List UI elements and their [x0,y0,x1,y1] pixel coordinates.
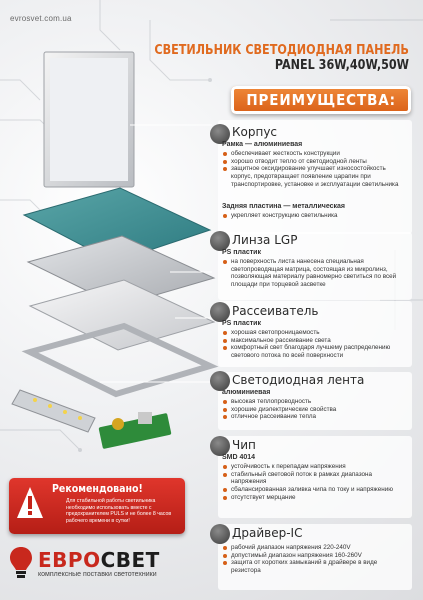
list-item: укрепляет конструкцию светильника [222,212,402,220]
lens-material: PS пластик [222,249,261,256]
list-item: на поверхность листа нанесена специальная светопроводящая матрица, состоящая из микролинз, позволяющая материалу равномерно светиться по всей площади при торцевой засветке [222,258,402,289]
list-item: устойчивость к перепадам напряжения [222,463,402,471]
list-item: допустимый диапазон напряжения 160-260V [222,552,402,560]
list-item: рабочий диапазон напряжения 220-240V [222,544,402,552]
list-item: сбалансированная заливка чипа по току и напряжению [222,486,402,494]
recommendation-box [9,478,185,534]
diffuser-material: PS пластик [222,320,261,327]
section-title-strip: Светодиодная лента [232,373,365,387]
strip-material: алюминиевая [222,389,271,396]
product-title: СВЕТИЛЬНИК СВЕТОДИОДНАЯ ПАНЕЛЬ [154,43,409,58]
led-strip [12,390,95,432]
body-plate-list [222,212,402,220]
list-item: хорошие диэлектрические свойства [222,406,402,414]
list-item: хорошо отводит тепло от светодиодной ленты [222,158,402,166]
body-plate-label: Задняя пластина — металлическая [222,203,346,210]
body-frame-list [222,150,402,189]
section-icon [210,371,230,391]
list-item: хорошая светопроницаемость [222,329,402,337]
driver-list [222,544,402,575]
chip-list [222,463,402,502]
diffuser-sheet [30,280,214,350]
advantages-banner [231,86,411,114]
section-icon [210,524,230,544]
section-icon [210,231,230,251]
advantages-label: ПРЕИМУЩЕСТВА: [246,91,396,109]
list-item: обеспечивает жесткость конструкции [222,150,402,158]
section-icon [210,436,230,456]
chip-model: SMD 4014 [222,454,256,461]
brand-logo-icon [7,546,35,580]
section-title-diffuser: Рассеиватель [232,304,319,318]
site-url[interactable]: evrosvet.com.ua [10,14,72,23]
brand-slogan: комплексные поставки светотехники [38,571,157,578]
section-title-driver: Драйвер-IC [232,526,303,540]
product-model: PANEL 36W,40W,50W [274,58,409,73]
list-item: защита от коротких замыканий в драйвере в виде резистора [222,559,402,574]
diffuser-list [222,329,402,360]
brand-name-part1: ЕВРО [38,548,101,572]
section-title-lens: Линза LGP [232,233,298,247]
list-item: максимальное рассеивание света [222,337,402,345]
list-item: стабильный световой поток в рамках диапазона напряжения [222,471,402,486]
list-item: отличное рассеивание тепла [222,413,402,421]
list-item: защитное оксидирование улучшает износостойкость корпус, предотвращает появление царапин при транспортировке, установке и эксплуатации светильника [222,165,402,188]
brand-name[interactable] [38,548,160,572]
section-title-chip: Чип [232,438,256,452]
list-item: отсутствует мерцание [222,494,402,502]
lens-list [222,258,402,289]
brand-name-part2: СВЕТ [100,548,160,572]
exploded-panel-illustration [0,40,235,470]
list-item: комфортный свет благодаря лучшему распределению светового потока по всей поверхности [222,344,402,359]
section-title-body: Корпус [232,125,278,139]
recommendation-title: Рекомендовано! [52,482,143,495]
list-item: высокая теплопроводность [222,398,402,406]
body-frame-label: Рамка — алюминиевая [222,141,303,148]
strip-list [222,398,402,421]
section-icon [210,302,230,322]
recommendation-text: Для стабильной работы светильника необходимо использовать вместе с предохранителем PULS и не более 8 часов рабочего времени в сутки! [66,498,172,524]
warning-icon [15,484,45,526]
driver-board [98,413,171,449]
